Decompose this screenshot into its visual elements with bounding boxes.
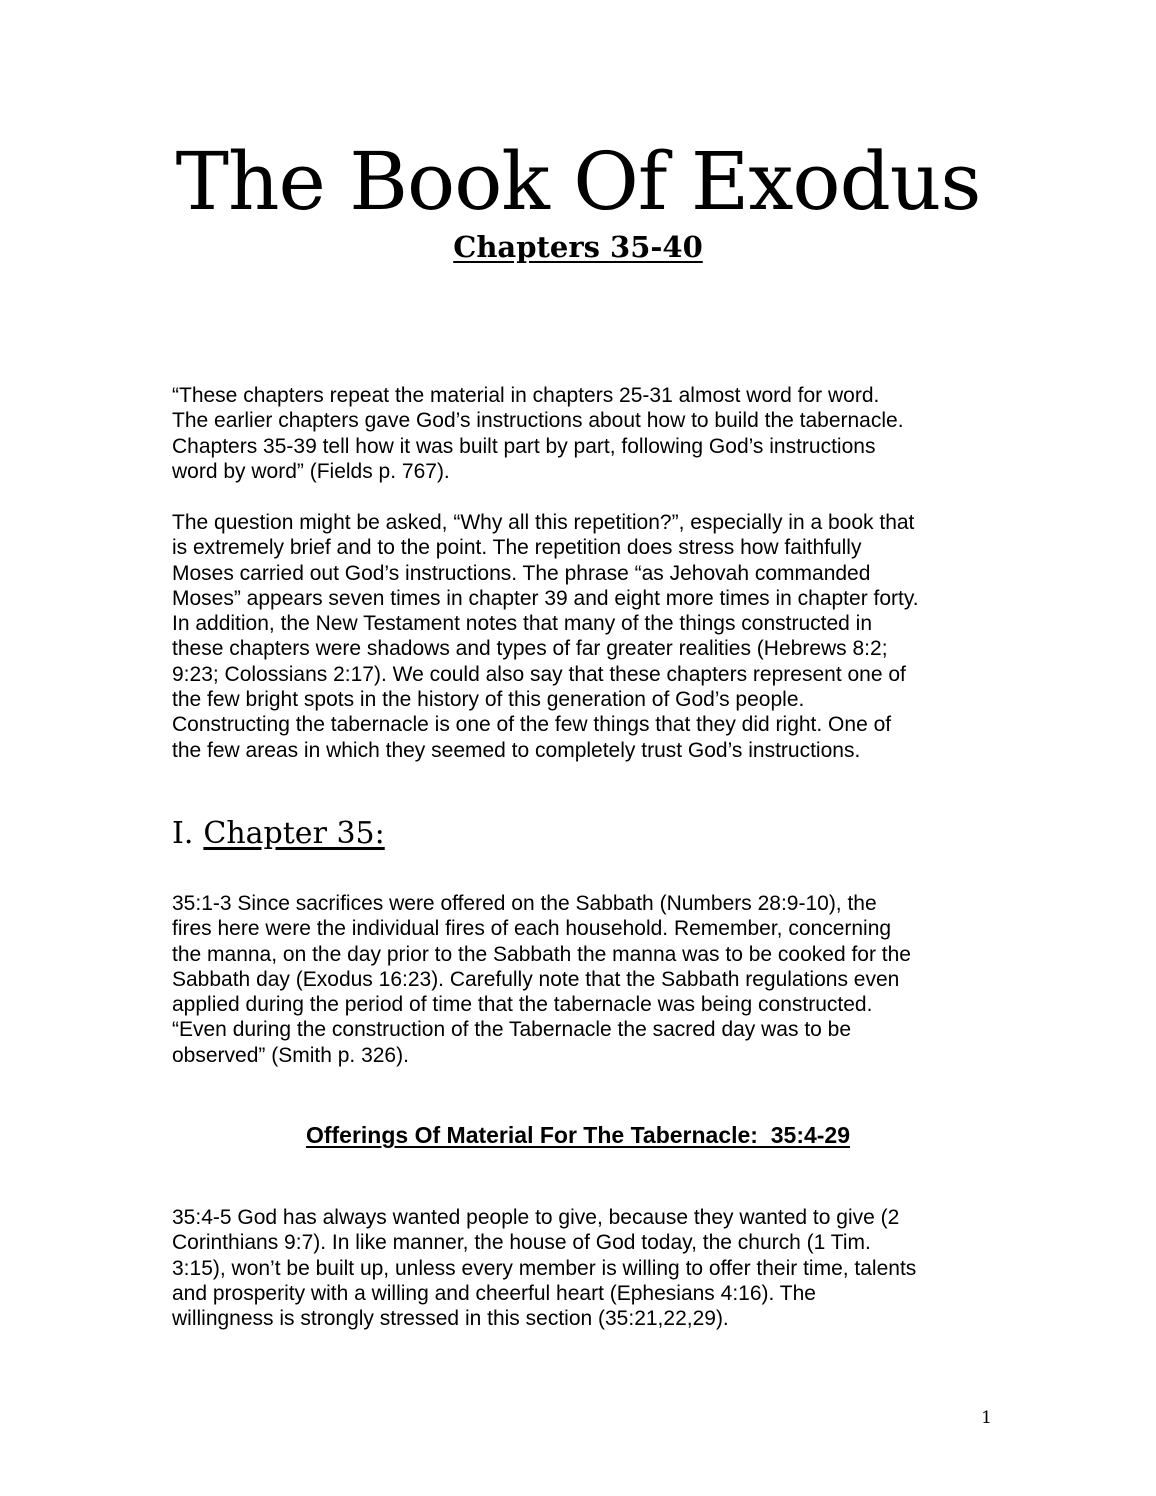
- intro-commentary-paragraph: The question might be asked, “Why all this repetition?”, especially in a book that is extremely brief and to the point. The repetition does stress how faithfully Moses carried out God’s instructions. The phrase “as Jehovah commanded Moses” appears seven times in chapter 39 and eight more times in chapter forty. In addition, the New Testament notes that many of the things constructed in these chapters were shadows and types of far greater realities (Hebrews 8:2; 9:23; Colossians 2:17). We could also say that these chapters represent one of the few bright spots in the history of this generation of God’s people. Constructing the tabernacle is one of the few things that they did right. One of the few areas in which they seemed to completely trust God’s instructions.: [172, 511, 919, 762]
- verse-35-4-5-paragraph: 35:4-5 God has always wanted people to give, because they wanted to give (2 Corinthians 9:7). In like manner, the house of God today, the church (1 Tim. 3:15), won’t be built up, unless every member is willing to offer their time, talents and prosperity with a willing and cheerful heart (Ephesians 4:16). The willingness is strongly stressed in this section (35:21,22,29).: [172, 1206, 917, 1331]
- page-number: 1: [981, 1408, 992, 1428]
- document-title: The Book Of Exodus: [175, 135, 981, 228]
- section-heading: [172, 814, 385, 854]
- intro-quote-paragraph: “These chapters repeat the material in chapters 25-31 almost word for word. The earlier chapters gave God’s instructions about how to build the tabernacle. Chapters 35-39 tell how it was built part by part, following God’s instructions word by word” (Fields p. 767).: [172, 384, 904, 483]
- document-subtitle: Chapters 35-40: [453, 230, 703, 264]
- section-numeral: I.: [172, 816, 194, 851]
- verse-35-1-3-paragraph: 35:1-3 Since sacrifices were offered on the Sabbath (Numbers 28:9-10), the fires here were the individual fires of each household. Remember, concerning the manna, on the day prior to the Sabbath the manna was to be cooked for the Sabbath day (Exodus 16:23). Carefully note that the Sabbath regulations even applied during the period of time that the tabernacle was being constructed. “Even during the construction of the Tabernacle the sacred day was to be observed” (Smith p. 326).: [172, 892, 911, 1067]
- subsection-heading: Offerings Of Material For The Tabernacle: 35:4-29: [305, 1122, 851, 1148]
- section-heading-text: Chapter 35:: [203, 816, 385, 851]
